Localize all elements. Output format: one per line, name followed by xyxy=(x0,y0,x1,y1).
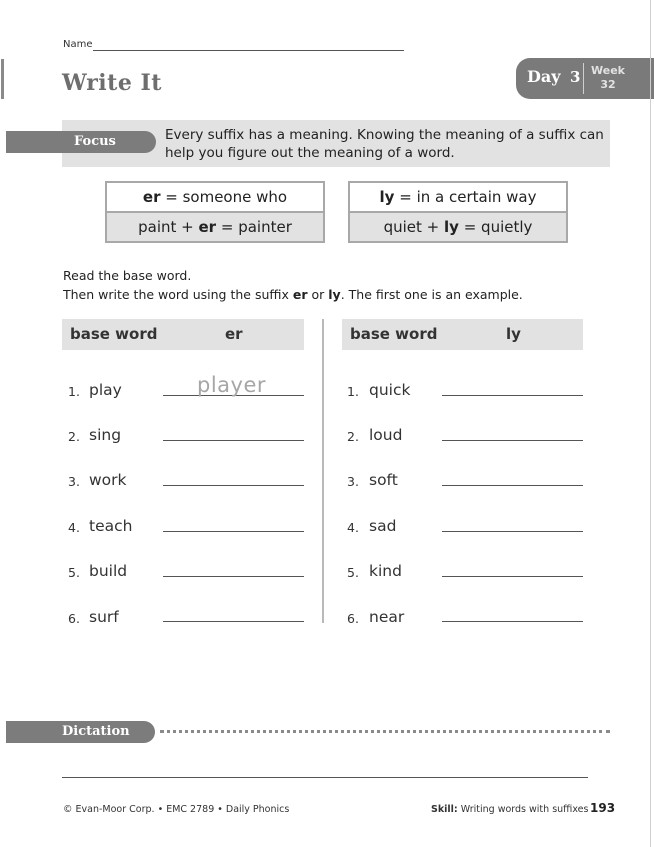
row-number: 6. xyxy=(347,611,359,626)
rule-suffix: ly xyxy=(379,188,395,206)
dictation-label: Dictation xyxy=(62,724,130,739)
row-number: 5. xyxy=(347,565,359,580)
focus-label: Focus xyxy=(74,134,116,149)
dictation-answer-line[interactable] xyxy=(62,777,588,778)
answer-line[interactable] xyxy=(442,621,583,622)
base-word: near xyxy=(369,608,405,626)
day-week-tab xyxy=(516,58,654,99)
row-number: 2. xyxy=(68,429,80,444)
row-number: 1. xyxy=(68,384,80,399)
rule-meaning xyxy=(350,183,566,213)
answer-line[interactable] xyxy=(163,485,304,486)
rule-example-suffix: ly xyxy=(444,218,459,236)
rule-example-suffix: er xyxy=(198,218,217,236)
instruction-text: . The first one is an example. xyxy=(340,287,523,302)
base-word: build xyxy=(89,562,128,580)
rule-suffix: er xyxy=(142,188,161,206)
rule-meaning-text: = in a certain way xyxy=(399,188,537,206)
rule-meaning-text: = someone who xyxy=(165,188,288,206)
rule-example xyxy=(107,213,323,241)
answer-line[interactable] xyxy=(163,531,304,532)
rule-meaning xyxy=(107,183,323,213)
focus-text: Every suffix has a meaning. Knowing the meaning of a suffix can help you figure out the meaning of a word. xyxy=(165,127,604,161)
rule-box-ly xyxy=(348,181,568,243)
answer-line[interactable] xyxy=(163,440,304,441)
answer-line[interactable] xyxy=(163,576,304,577)
row-number: 4. xyxy=(347,520,359,535)
base-word: soft xyxy=(369,471,398,489)
header-base-word: base word xyxy=(350,325,438,343)
base-word: play xyxy=(89,381,122,399)
day-label: Day xyxy=(527,67,561,86)
row-number: 1. xyxy=(347,384,359,399)
rule-result: = quietly xyxy=(463,218,533,236)
answer-line[interactable] xyxy=(163,621,304,622)
skill-text: Writing words with suffixes xyxy=(457,804,589,815)
suffix-ly: ly xyxy=(328,287,341,302)
rule-base: paint + xyxy=(138,218,194,236)
row-number: 6. xyxy=(68,611,80,626)
day-number: 3 xyxy=(570,68,581,86)
footer-skill xyxy=(431,804,588,815)
example-answer: player xyxy=(197,373,267,397)
page-number: 193 xyxy=(590,801,616,815)
base-word: surf xyxy=(89,608,119,626)
page-title: Write It xyxy=(62,70,162,96)
base-word: quick xyxy=(369,381,411,399)
base-word: sing xyxy=(89,426,122,444)
skill-label: Skill: xyxy=(431,804,458,815)
column-divider xyxy=(322,319,324,623)
row-number: 5. xyxy=(68,565,80,580)
header-suffix: er xyxy=(225,325,243,343)
base-word: teach xyxy=(89,517,133,535)
row-number: 2. xyxy=(347,429,359,444)
rule-example xyxy=(350,213,566,241)
answer-line[interactable] xyxy=(442,531,583,532)
name-field[interactable] xyxy=(93,50,404,51)
margin-bar xyxy=(1,59,4,99)
column-header-er xyxy=(62,319,304,350)
day-week-divider xyxy=(583,63,584,94)
row-number: 3. xyxy=(68,474,80,489)
base-word: work xyxy=(89,471,127,489)
footer-copyright: © Evan-Moor Corp. • EMC 2789 • Daily Phonics xyxy=(63,804,290,815)
answer-line[interactable] xyxy=(442,440,583,441)
column-header-ly xyxy=(342,319,583,350)
rule-result: = painter xyxy=(220,218,292,236)
rule-base: quiet + xyxy=(383,218,440,236)
suffix-er: er xyxy=(292,287,308,302)
answer-line[interactable] xyxy=(442,485,583,486)
base-word: kind xyxy=(369,562,402,580)
header-base-word: base word xyxy=(70,325,158,343)
answer-line[interactable] xyxy=(442,576,583,577)
answer-line[interactable] xyxy=(442,395,583,396)
rule-box-er xyxy=(105,181,325,243)
header-suffix: ly xyxy=(506,325,521,343)
row-number: 3. xyxy=(347,474,359,489)
instruction-line-1: Read the base word. xyxy=(63,268,192,283)
name-label: Name xyxy=(63,39,93,50)
week-number: 32 xyxy=(600,78,616,91)
page-edge xyxy=(650,0,651,847)
dictation-dotted-rule xyxy=(160,730,610,733)
instruction-text: or xyxy=(307,287,329,302)
base-word: loud xyxy=(369,426,403,444)
base-word: sad xyxy=(369,517,397,535)
instruction-line-2 xyxy=(63,287,523,302)
instruction-text: Then write the word using the suffix xyxy=(63,287,293,302)
row-number: 4. xyxy=(68,520,80,535)
week-label: Week xyxy=(591,64,625,77)
